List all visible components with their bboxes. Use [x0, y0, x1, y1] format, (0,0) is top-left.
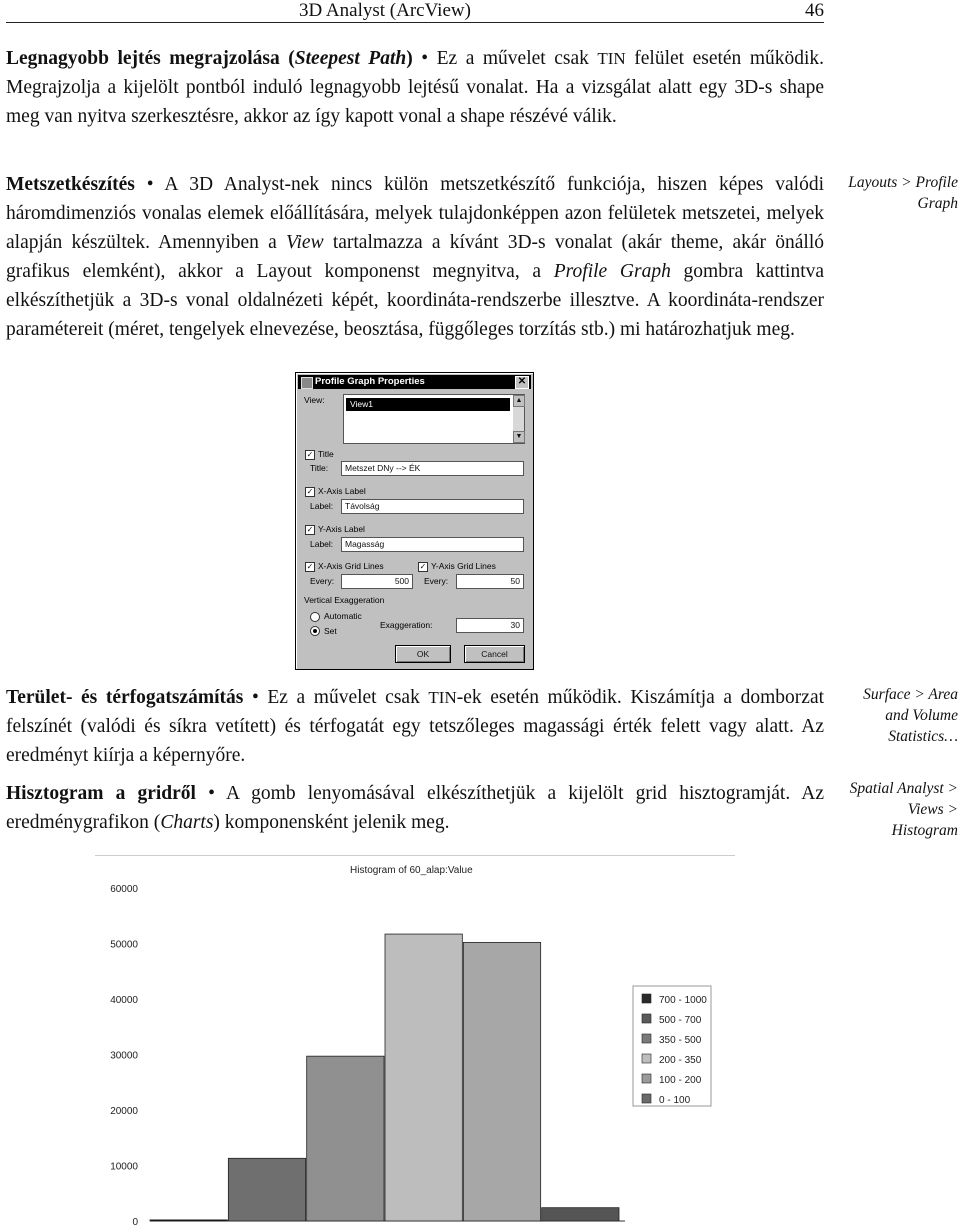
margin-note-spatial: Spatial Analyst > Views > Histogram — [849, 780, 958, 839]
y-every-label: Every: — [424, 576, 449, 586]
histogram-bar — [307, 1056, 384, 1221]
paragraph-profile: Metszetkészítés • A 3D Analyst-nek nincs külön metszetkészítő funkciója, hiszen képes valódi háromdimenziós vonalas elemek előállítására, melyek tulajdonképpen azon felületek metszetei, melyek alapján készültek. Amennyiben a View tartalmazza a kívánt 3D-s vonalat (akár theme, akár önálló grafikus elemként), akkor a Layout komponenst megnyitva, a Profile Graph gombra kattintva elkészíthetjük a 3D-s vonal oldalnézeti képét, koordináta-rendszerbe illesztve. A koordináta-rendszer paramétereit (méret, tengelyek elnevezése, beosztása, függőleges torzítás stb.) mi határozhatjuk meg. — [6, 174, 825, 340]
automatic-label: Automatic — [324, 611, 362, 621]
view-label: View: — [304, 395, 325, 405]
histogram-svg — [95, 855, 735, 1227]
xlabel-field-label: Label: — [310, 501, 334, 511]
y-tick-label: 0 — [132, 1217, 138, 1227]
histogram-bar — [463, 942, 540, 1221]
xgrid-label: X-Axis Grid Lines — [318, 561, 384, 571]
title-input[interactable]: Metszet DNy --> ÉK — [341, 461, 524, 476]
scroll-up-icon[interactable]: ▲ — [513, 395, 525, 407]
scroll-down-icon[interactable]: ▼ — [513, 431, 525, 443]
paragraph-area-volume: Terület- és térfogatszámítás • Ez a művelet csak TIN-ek esetén működik. Kiszámítja a domborzat felszínét (valódi és síkra vetített) és térfogatát egy tetszőleges magassági érték felett vagy alatt. Az eredményt kiírja a képernyőre. — [6, 687, 825, 766]
legend-swatch — [642, 1094, 651, 1103]
chart-title: Histogram of 60_alap:Value — [350, 865, 473, 876]
paragraph-histogram: Hisztogram a gridről • A gomb lenyomásával elkészíthetjük a kijelölt grid hisztogramját. Az eredménygrafikon (Charts) komponensként jelenik meg. — [6, 783, 824, 833]
legend-label: 700 - 1000 — [659, 995, 707, 1006]
y-every-input[interactable]: 50 — [456, 574, 524, 589]
page-number: 46 — [805, 0, 824, 21]
y-tick-label: 50000 — [110, 939, 138, 951]
x-every-input[interactable]: 500 — [341, 574, 413, 589]
legend-swatch — [642, 1054, 651, 1063]
legend-label: 100 - 200 — [659, 1075, 702, 1086]
x-every-label: Every: — [310, 576, 335, 586]
legend-swatch — [642, 994, 651, 1003]
title-check-label: Title — [318, 449, 334, 459]
yaxis-check-label: Y-Axis Label — [318, 524, 365, 534]
listbox-scrollbar[interactable] — [513, 395, 524, 443]
histogram-bar — [385, 934, 462, 1221]
ylabel-input[interactable]: Magasság — [341, 537, 524, 552]
profile-graph-dialog — [295, 372, 534, 670]
title-checkbox[interactable]: ✓ — [306, 450, 314, 459]
xaxis-check-label: X-Axis Label — [318, 486, 366, 496]
xlabel-input[interactable]: Távolság — [341, 499, 524, 514]
margin-note-layouts: Layouts > Profile Graph — [848, 174, 958, 212]
histogram-bar — [150, 1220, 227, 1221]
legend-label: 500 - 700 — [659, 1015, 702, 1026]
histogram-bar — [542, 1208, 619, 1221]
ygrid-label: Y-Axis Grid Lines — [431, 561, 496, 571]
exag-input[interactable]: 30 — [456, 618, 524, 633]
histogram-chart — [95, 855, 735, 1227]
automatic-radio[interactable] — [310, 612, 320, 622]
page-header — [6, 0, 824, 23]
set-radio[interactable] — [310, 626, 320, 636]
title-field-label: Title: — [310, 463, 329, 473]
xgrid-checkbox[interactable]: ✓ — [306, 562, 314, 571]
app-icon — [301, 377, 313, 389]
view-item-selected[interactable]: View1 — [346, 398, 510, 411]
legend-swatch — [642, 1074, 651, 1083]
view-listbox[interactable] — [343, 394, 525, 444]
yaxis-label-checkbox[interactable]: ✓ — [306, 525, 314, 534]
dialog-title: Profile Graph Properties — [315, 376, 425, 387]
legend-swatch — [642, 1034, 651, 1043]
paragraph-steepest-path: Legnagyobb lejtés megrajzolása (Steepest Path) • Ez a művelet csak TIN felület esetén működik. Megrajzolja a kijelölt pontból induló legnagyobb lejtésű vonalat. Ha a vizsgálat alatt egy 3D-s shape meg van nyitva szerkesztésre, akkor az így kapott vonal a shape részévé válik. — [6, 48, 825, 127]
vexag-label: Vertical Exaggeration — [304, 595, 385, 605]
legend-swatch — [642, 1014, 651, 1023]
margin-note-surface: Surface > Area and Volume Statistics… — [863, 686, 958, 745]
y-tick-label: 30000 — [110, 1050, 138, 1062]
exag-label: Exaggeration: — [380, 620, 433, 630]
cancel-button[interactable]: Cancel — [464, 645, 525, 663]
ygrid-checkbox[interactable]: ✓ — [419, 562, 427, 571]
ylabel-field-label: Label: — [310, 539, 334, 549]
legend-label: 200 - 350 — [659, 1055, 702, 1066]
close-icon[interactable]: ✕ — [515, 376, 529, 389]
ok-button[interactable]: OK — [395, 645, 451, 663]
header-title: 3D Analyst (ArcView) — [299, 0, 471, 21]
legend-label: 0 - 100 — [659, 1095, 691, 1106]
legend-label: 350 - 500 — [659, 1035, 702, 1046]
xaxis-label-checkbox[interactable]: ✓ — [306, 487, 314, 496]
set-label: Set — [324, 626, 337, 636]
histogram-bar — [228, 1158, 305, 1221]
dialog-titlebar — [298, 375, 531, 389]
y-tick-label: 60000 — [110, 884, 138, 895]
y-tick-label: 40000 — [110, 995, 138, 1006]
y-tick-label: 20000 — [110, 1106, 138, 1117]
y-tick-label: 10000 — [110, 1161, 138, 1173]
